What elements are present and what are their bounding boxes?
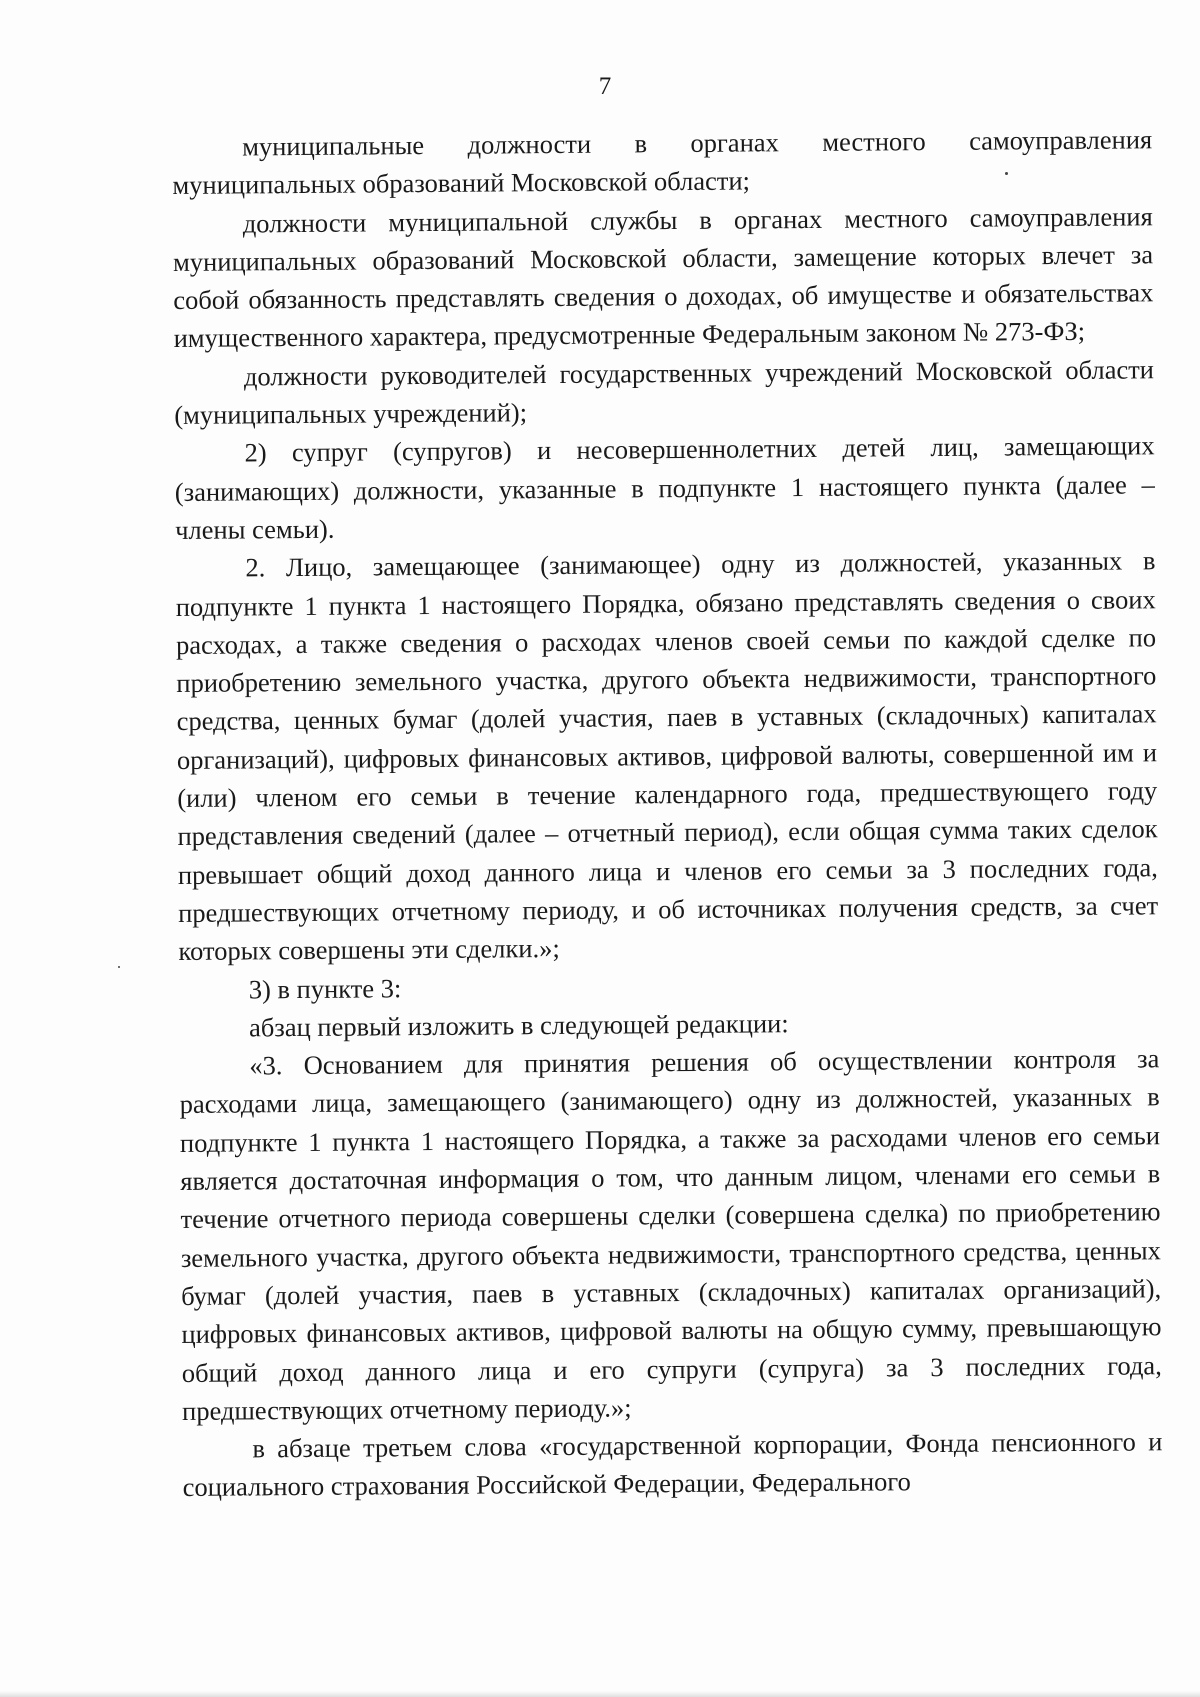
paragraph-point-3: «3. Основанием для принятия решения об осуществлении контроля за расходами лица, замещающего (занимающего) одну из должностей, указанных в подпункте 1 пункта 1 настоящего Порядка, а также за расходами членов его семьи является достаточная информация о том, что данным лицом, членами его семьи в течение отчетного периода совершены сделки (совершена сделка) по приобретению земельного участка, другого объекта недвижимости, транспортного средства, ценных бумаг (долей участия, паев в уставных (складочных) капиталах организаций), цифровых финансовых активов, цифровой валюты на общую сумму, превышающую общий доход данного лица и его супруги (супруга) за 3 последних года, предшествующих отчетному периоду.»; xyxy=(179,1043,1162,1426)
paragraph-family-members: 2) супруг (супругов) и несовершеннолетних детей лиц, замещающих (занимающих) должности, указанные в подпункте 1 настоящего пункта (далее – члены семьи). xyxy=(174,430,1155,545)
scan-dot-mark xyxy=(1005,172,1008,175)
paragraph-third-abzac: в абзаце третьем слова «государственной корпорации, Фонда пенсионного и социального страхования Российской Федерации, Федерального xyxy=(182,1426,1163,1503)
paragraph-institution-heads: должности руководителей государственных учреждений Московской области (муниципальных учреждений); xyxy=(174,354,1155,431)
paragraph-municipal-service: должности муниципальной службы в органах местного самоуправления муниципальных образований Московской области, замещение которых влечет за собой обязанность представлять сведения о доходах, об имуществе и обязательствах имущественного характера, предусмотренные Федеральным законом № 273-ФЗ; xyxy=(172,200,1154,354)
page-number: 7 xyxy=(598,73,612,100)
paragraph-municipal-positions: муниципальные должности в органах местного самоуправления муниципальных образований Московской области; xyxy=(172,124,1153,201)
document-body xyxy=(172,120,1163,1506)
paragraph-item-3: 3) в пункте 3: xyxy=(248,972,402,1004)
paragraph-point-2: 2. Лицо, замещающее (занимающее) одну из должностей, указанных в подпункте 1 пункта 1 настоящего Порядка, обязано представлять сведения о своих расходах, а также сведения о расходах членов своей семьи по каждой сделке по приобретению земельного участка, другого объекта недвижимости, транспортного средства, ценных бумаг (долей участия, паев в уставных (складочных) капиталах организаций), цифровых финансовых активов, цифровой валюты, совершенной им и (или) членом его семьи в течение календарного года, предшествующего году представления сведений (далее – отчетный период), если общая сумма таких сделок превышает общий доход данного лица и членов его семьи за 3 последних года, предшествующих отчетному периоду, и об источниках получения средств, за счет которых совершены эти сделки.»; xyxy=(175,545,1159,967)
paragraph-first-abzac: абзац первый изложить в следующей редакции: xyxy=(248,1008,789,1043)
scan-bottom-edge xyxy=(0,1691,1200,1697)
scan-dot-mark xyxy=(118,966,120,968)
